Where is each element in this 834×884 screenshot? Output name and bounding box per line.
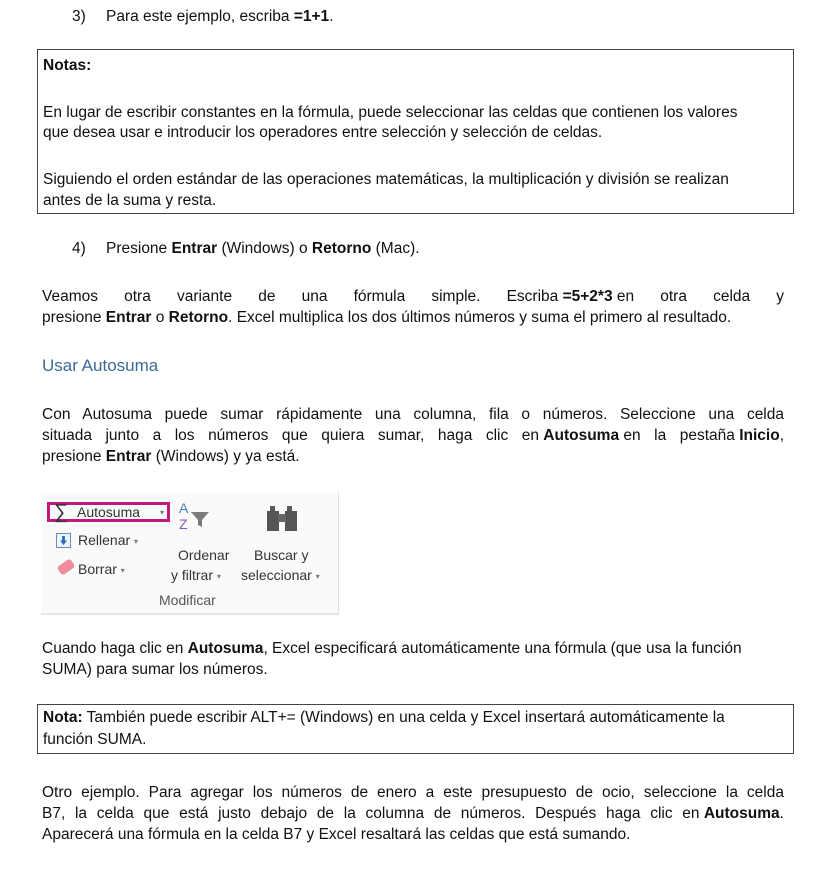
- punctuation: .: [779, 805, 784, 822]
- notes-title: Notas:: [43, 57, 92, 74]
- chevron-down-icon: ▾: [315, 571, 320, 581]
- notes-paragraph-1-line-1: En lugar de escribir constantes en la fórmula, puede seleccionar las celdas que contienen los valores: [43, 104, 738, 121]
- clear-label: Borrar: [78, 561, 117, 577]
- find-select-label-line-2[interactable]: [241, 567, 320, 583]
- autosum-paragraph-line-2: situada junto a los números que quiera sumar, haga clic en Autosuma en la pestaña Inicio,: [42, 427, 784, 444]
- eraser-icon: [57, 558, 76, 575]
- step-text: Presione: [106, 240, 172, 257]
- notes-paragraph-2-line-1: Siguiendo el orden estándar de las operaciones matemáticas, la multiplicación y división se realizan: [43, 171, 729, 188]
- nota-text-line-2: función SUMA.: [43, 731, 147, 748]
- variant-paragraph-line-2: [42, 308, 731, 328]
- click-paragraph-line-2: SUMA) para sumar los números.: [42, 661, 268, 678]
- key-name: Retorno: [311, 240, 372, 257]
- text: o: [151, 309, 169, 326]
- key-name: Retorno: [168, 309, 229, 326]
- formula-text: =1+1: [293, 8, 330, 25]
- fill-down-icon: [56, 533, 71, 548]
- key-name: Entrar: [105, 309, 152, 326]
- example-paragraph-line-3: Aparecerá una fórmula en la celda B7 y Excel resaltará las celdas que está sumando.: [42, 826, 631, 843]
- chevron-down-icon: ▾: [134, 536, 139, 546]
- ribbon-edit-group-image: [41, 492, 339, 615]
- click-paragraph-line-1: [42, 639, 742, 659]
- formula-text: =5+2*3: [562, 288, 613, 305]
- binoculars-icon[interactable]: [265, 502, 299, 534]
- step-text: (Mac).: [371, 240, 420, 257]
- punctuation: ,: [779, 427, 784, 444]
- group-label: Modificar: [159, 592, 216, 608]
- svg-text:A: A: [179, 500, 189, 516]
- fill-label: Rellenar: [78, 532, 131, 548]
- chevron-down-icon: ▾: [216, 571, 221, 581]
- step-text: (Windows) o: [217, 240, 312, 257]
- find-select-label: seleccionar: [241, 567, 312, 583]
- find-select-label-line-1[interactable]: Buscar y: [254, 547, 309, 563]
- example-paragraph-line-1: Otro ejemplo. Para agregar los números de enero a este presupuesto de ocio, seleccione la celda: [42, 784, 784, 801]
- clear-button[interactable]: [78, 561, 125, 577]
- step-3: [72, 7, 334, 27]
- nota-text: También puede escribir ALT+= (Windows) en una celda y Excel insertará automáticamente la: [82, 709, 725, 726]
- text: Cuando haga clic en: [42, 640, 188, 657]
- key-name: Entrar: [105, 448, 152, 465]
- step-4: [72, 239, 420, 259]
- text: , Excel especificará automáticamente una fórmula (que usa la función: [263, 640, 742, 657]
- notes-paragraph-1-line-2: que desea usar e introducir los operadores entre selección y selección de celdas.: [43, 124, 603, 141]
- sort-filter-label-line-2[interactable]: [171, 567, 221, 583]
- notes-box: [37, 49, 794, 214]
- button-name: Autosuma: [703, 805, 780, 822]
- autosum-button[interactable]: [47, 502, 170, 522]
- example-paragraph-line-2: B7, la celda que está justo debajo de la columna de números. Después haga clic en Autosuma.: [42, 805, 784, 822]
- step-text: Para este ejemplo, escriba: [106, 8, 294, 25]
- variant-paragraph-line-1: Veamos otra variante de una fórmula simple. Escriba =5+2*3 en otra celda y: [42, 288, 784, 305]
- sort-filter-label-line-1[interactable]: Ordenar: [178, 547, 230, 563]
- step-number: 3): [72, 8, 86, 25]
- autosum-paragraph-line-1: Con Autosuma puede sumar rápidamente una columna, fila o números. Seleccione una celda: [42, 406, 784, 423]
- button-name: Autosuma: [187, 640, 264, 657]
- text: presione: [42, 448, 106, 465]
- sort-filter-label: y filtrar: [171, 567, 213, 583]
- punctuation: .: [329, 8, 334, 25]
- chevron-down-icon[interactable]: ▾: [159, 508, 164, 517]
- nota-box: [37, 704, 794, 754]
- autosum-label: Autosuma: [77, 504, 141, 520]
- chevron-down-icon: ▾: [120, 565, 125, 575]
- text: . Excel multiplica los dos últimos números y suma el primero al resultado.: [228, 309, 732, 326]
- sort-filter-icon[interactable]: [177, 500, 213, 532]
- step-number: 4): [72, 240, 86, 257]
- fill-button[interactable]: [78, 532, 138, 548]
- tab-name: Inicio: [739, 427, 780, 444]
- notes-paragraph-2-line-2: antes de la suma y resta.: [43, 192, 217, 209]
- section-heading: Usar Autosuma: [42, 356, 159, 375]
- key-name: Entrar: [171, 240, 218, 257]
- button-name: Autosuma: [543, 427, 620, 444]
- text: presione: [42, 309, 106, 326]
- svg-text:Z: Z: [179, 516, 188, 532]
- sigma-icon: ∑: [54, 501, 69, 523]
- text: (Windows) y ya está.: [151, 448, 300, 465]
- nota-label: Nota:: [43, 709, 83, 726]
- autosum-paragraph-line-3: [42, 447, 300, 467]
